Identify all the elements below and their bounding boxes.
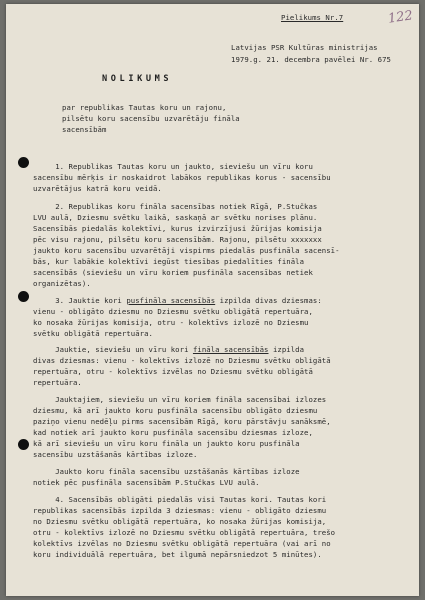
punch-hole-bottom xyxy=(18,439,29,450)
body-text: Jauktie, sieviešu un vīru kori xyxy=(33,345,193,354)
body-line: paziņo vienu nedēļu pirms sacensībām Rīgā, koru pārstāvju sanāksmē, xyxy=(33,417,331,426)
body-line: sacensībās (sieviešu un vīru koriem pusfināla sacensības netiek xyxy=(33,268,313,277)
body-line: divas dziesmas: vienu - kolektīvs izlozē no Dziesmu svētku obligātā xyxy=(33,356,331,365)
order-reference: 1979.g. 21. decembra pavēlei Nr. 675 xyxy=(231,55,391,64)
body-text: izpilda divas dziesmas: xyxy=(215,296,322,305)
body-line: Jaukto koru fināla sacensību uzstāšanās kārtības izloze xyxy=(33,467,300,476)
body-text: izpilda xyxy=(268,345,305,354)
body-line: jaukto koru sacensību uzvarētāji vispirms piedalās pusfināla sacensī- xyxy=(33,246,340,255)
body-line: LVU aulā, Dziesmu svētku laikā, saskaņā ar svētku norises plānu. xyxy=(33,213,318,222)
body-line: vienu - obligāto dziesmu no Dziesmu svētku obligātā repertuāra, xyxy=(33,307,313,316)
punch-hole-top xyxy=(18,157,29,168)
body-line: no Dziesmu svētku obligātā repertuāra, ko nosaka žūrijas komisija, xyxy=(33,517,327,526)
body-line: bās, kur labākie kolektīvi iegūst tiesības piedalīties fināla xyxy=(33,257,305,266)
body-line: kā arī sieviešu un vīru koru fināla un jaukto koru pusfināla xyxy=(33,439,300,448)
body-line: organizētas). xyxy=(33,279,91,288)
folio-number: 122 xyxy=(387,8,414,27)
body-line: 1. Republikas Tautas koru un jaukto, sieviešu un vīru koru xyxy=(33,162,313,171)
body-line-with-underline xyxy=(33,295,322,306)
body-line: 4. Sacensībās obligāti piedalās visi Tautas kori. Tautas kori xyxy=(33,495,327,504)
body-line: sacensību uzstāšanās kārtības izloze. xyxy=(33,450,198,459)
subtitle-line-3: sacensībām xyxy=(62,125,107,134)
underlined-term: pusfināla sacensībās xyxy=(126,296,216,305)
body-line: pēc visu rajonu, pilsētu koru sacensībām. Rajonu, pilsētu xxxxxxx xyxy=(33,235,322,244)
body-line: Sacensībās piedalās kolektīvi, kurus izvirzījusi žūrijas komisija xyxy=(33,224,322,233)
body-line: kolektīvs izvēlas no Dziesmu svētku obligātā repertuāra (vai arī no xyxy=(33,539,331,548)
subtitle-line-1: par republikas Tautas koru un rajonu, xyxy=(62,103,227,112)
body-text: 3. Jauktie kori xyxy=(33,296,127,305)
body-line: ko nosaka žūrijas komisija, otru - kolektīvs izlozē no Dziesmu xyxy=(33,318,309,327)
body-line: republikas sacensībās izpilda 3 dziesmas: vienu - obligāto dziesmu xyxy=(33,506,327,515)
body-line: kad notiek arī jaukto koru pusfināla sacensību dziesmas izloze, xyxy=(33,428,313,437)
punch-hole-middle xyxy=(18,291,29,302)
underlined-term: fināla sacensībās xyxy=(192,345,269,354)
body-line: repertuāra, otru - kolektīvs izvēlas no Dziesmu svētku obligātā xyxy=(33,367,313,376)
body-line: 2. Republikas koru fināla sacensības notiek Rīgā, P.Stučkas xyxy=(33,202,318,211)
body-line: dziesmu, kā arī jaukto koru pusfināla sacensību obligāto dziesmu xyxy=(33,406,318,415)
body-line: repertuāra. xyxy=(33,378,82,387)
document-page xyxy=(6,4,419,596)
body-line: notiek pēc pusfināla sacensībām P.Stučkas LVU aulā. xyxy=(33,478,260,487)
subtitle-line-2: pilsētu koru sacensību uzvarētāju fināla xyxy=(62,114,240,123)
document-title: NOLIKUMS xyxy=(102,74,173,84)
body-line: uzvarētājus katrā koru veidā. xyxy=(33,184,162,193)
body-line: svētku obligātā repertuāra. xyxy=(33,329,153,338)
body-line: otru - kolektīvs izlozē no Dziesmu svētku obligātā repertuāra, trešo xyxy=(33,528,336,537)
body-line: koru individuālā repertuāra, bet ilgumā nepārsniedzot 5 minūtes). xyxy=(33,550,322,559)
body-line-with-underline xyxy=(33,344,304,355)
ministry-line: Latvijas PSR Kultūras ministrijas xyxy=(231,43,378,52)
attachment-label: Pielikums Nr.7 xyxy=(281,13,344,22)
body-line: Jauktajiem, sieviešu un vīru koriem fināla sacensībai izlozes xyxy=(33,395,327,404)
body-line: sacensību mērķis ir noskaidrot labākos republikas korus - sacensību xyxy=(33,173,331,182)
